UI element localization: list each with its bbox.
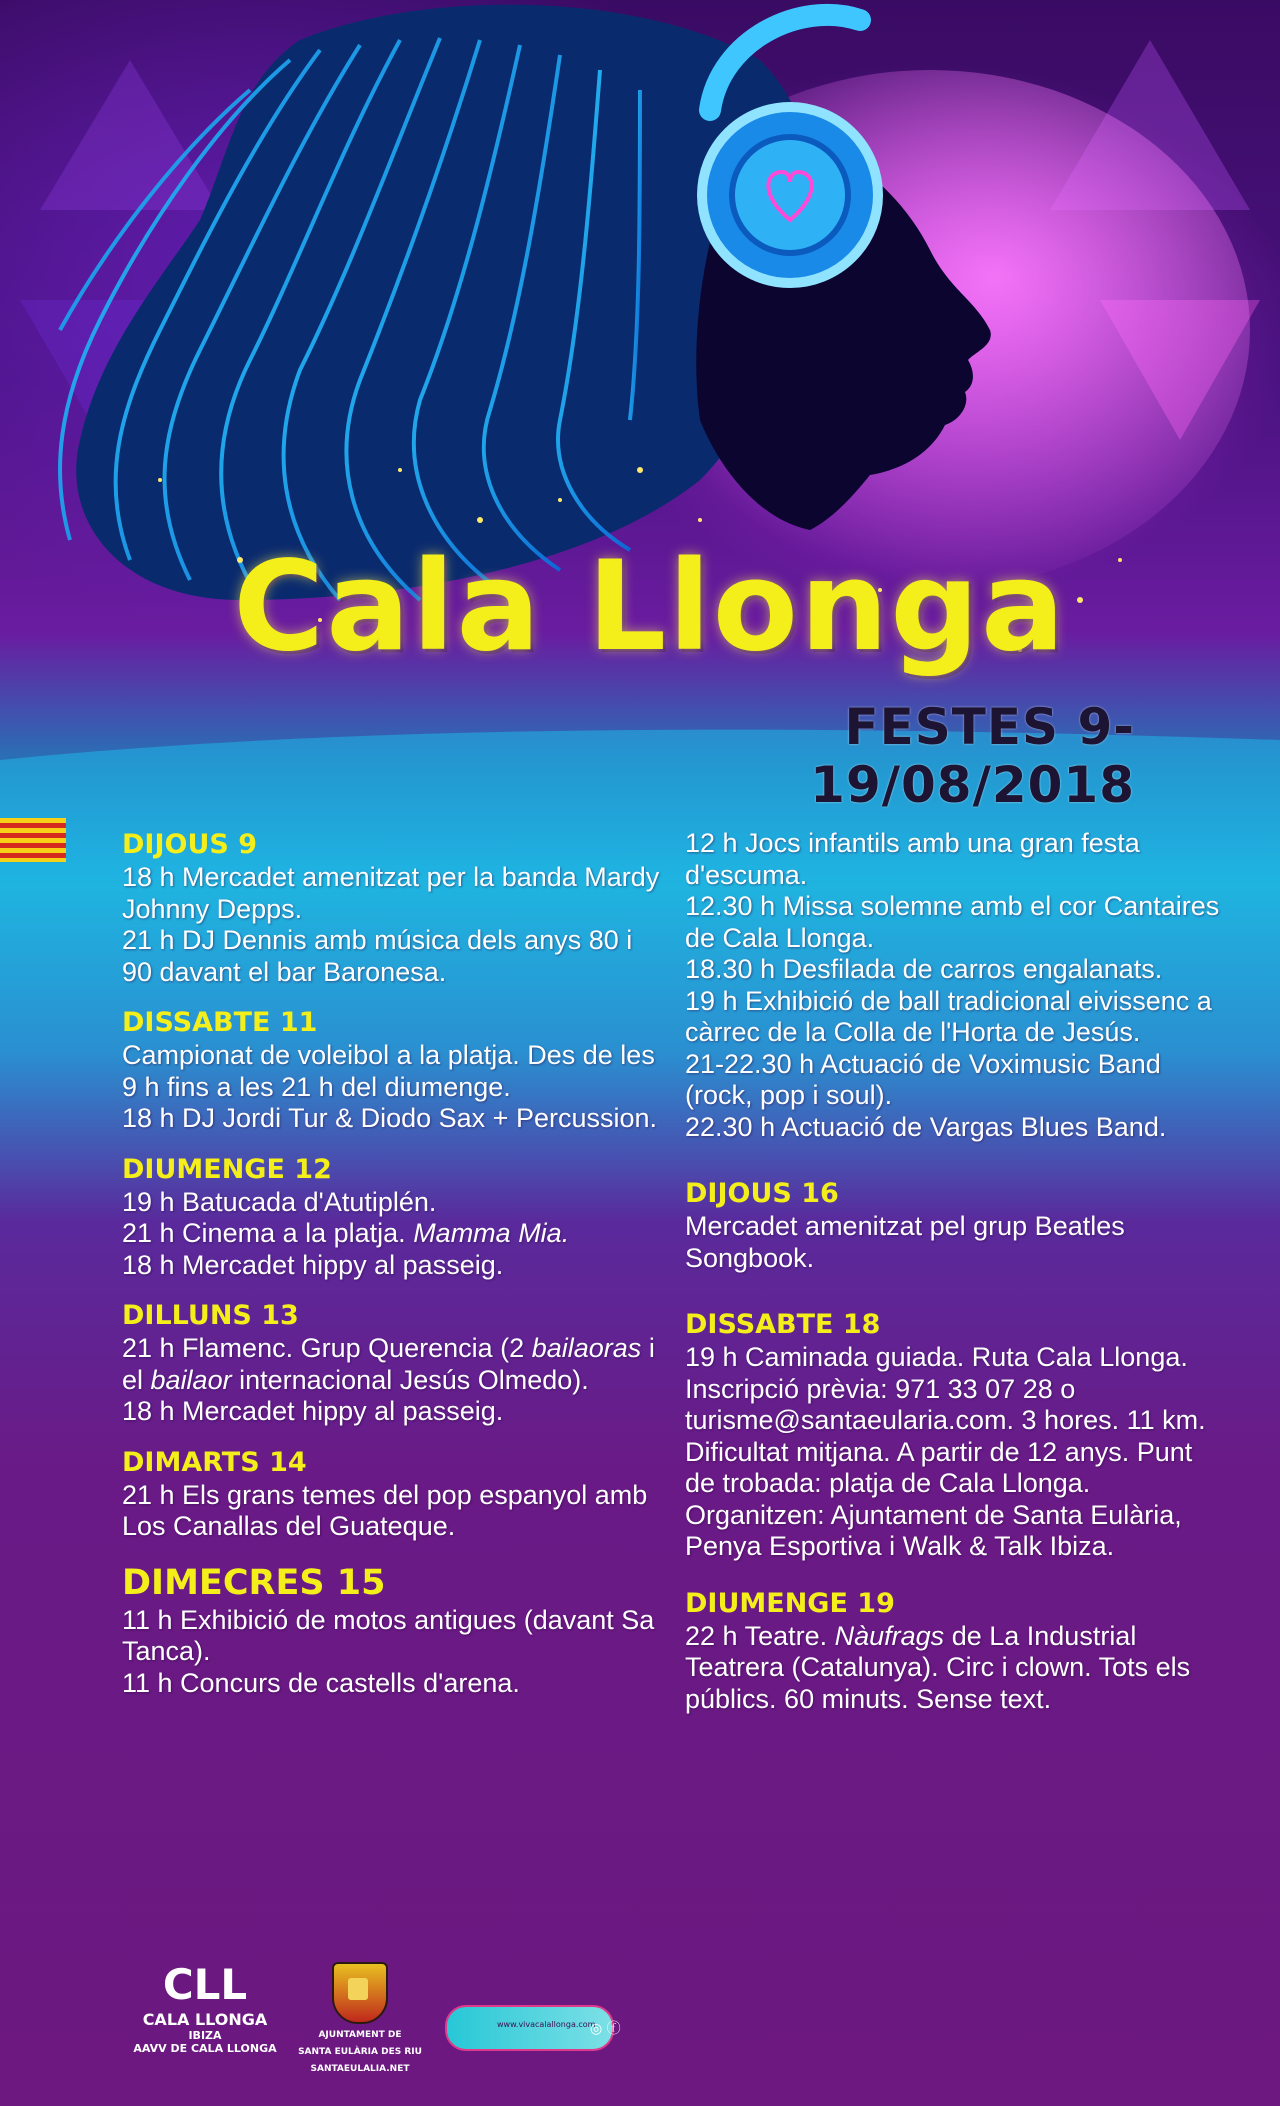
day-block xyxy=(122,1446,662,1543)
event-text: internacional Jesús Olmedo). xyxy=(239,1364,589,1395)
catalan-flag-icon xyxy=(0,818,66,862)
day-block xyxy=(685,828,1225,1143)
social-icons: ◎ ⓕ xyxy=(590,2021,621,2037)
day-heading: DIJOUS 9 xyxy=(122,829,258,860)
cll-association: AAVV DE CALA LLONGA xyxy=(133,2042,277,2055)
event-text: 21 h Flamenc. Grup Querencia (2 xyxy=(122,1333,525,1363)
day-block xyxy=(685,1587,1225,1716)
event-item: 11 h Exhibició de motos antigues (davant Sa Tanca). xyxy=(122,1604,655,1666)
event-item: 18 h Mercadet amenitzat per la banda Mardy Johnny Depps. xyxy=(122,862,660,924)
event-item: 21 h DJ Dennis amb música dels anys 80 i 90 davant el bar Baronesa. xyxy=(122,925,633,987)
day-block xyxy=(122,1299,662,1428)
ajuntament-line1: AJUNTAMENT DE xyxy=(318,2030,402,2040)
day-heading: DISSABTE 11 xyxy=(122,1007,318,1038)
coat-of-arms-icon xyxy=(332,1962,388,2024)
day-heading: DIMARTS 14 xyxy=(122,1446,307,1478)
ajuntament-logo xyxy=(285,1962,435,2075)
film-title: Mamma Mia. xyxy=(413,1218,570,1248)
event-item: 18 h Mercadet hippy al passeig. xyxy=(122,1396,504,1426)
day-block xyxy=(122,1153,662,1282)
cala-llonga-logo xyxy=(130,1960,280,2055)
day-block xyxy=(685,1177,1225,1274)
cll-mark: CLL xyxy=(162,1960,248,2009)
event-item xyxy=(122,1333,662,1396)
event-item: 19 h Caminada guiada. Ruta Cala Llonga. Inscripció prèvia: 971 33 07 28 o turisme@santaeularia.com. 3 hores. 11 km. Dificultat mitjana. A partir de 12 anys. Punt de trobada: platja de Cala Llonga. Organitzen: Ajuntament de Santa Eulària, Penya Esportiva i Walk & Talk Ibiza. xyxy=(685,1342,1206,1561)
day-heading: DIMECRES 15 xyxy=(122,1562,386,1603)
day-block xyxy=(685,1308,1225,1563)
day-heading: DIJOUS 16 xyxy=(685,1178,839,1209)
event-text: 22 h Teatre. xyxy=(685,1620,828,1651)
event-item: 19 h Batucada d'Atutiplén. xyxy=(122,1186,437,1217)
event-item xyxy=(122,1218,662,1250)
cll-name: CALA LLONGA xyxy=(142,2010,268,2029)
day-block xyxy=(122,1006,662,1135)
event-item xyxy=(685,1621,1225,1716)
play-title: Nàufrags xyxy=(834,1620,945,1651)
event-item: 22.30 h Actuació de Vargas Blues Band. xyxy=(685,1111,1167,1142)
viva-cala-llonga-logo xyxy=(445,2005,614,2051)
day-heading: DIUMENGE 12 xyxy=(122,1153,332,1185)
day-block xyxy=(122,828,662,988)
event-item: Campionat de voleibol a la platja. Des de les 9 h fins a les 21 h del diumenge. xyxy=(122,1040,655,1102)
italic-word: bailaoras xyxy=(531,1333,642,1363)
event-item: 21 h Els grans temes del pop espanyol amb Los Canallas del Guateque. xyxy=(122,1479,648,1541)
event-item: 21-22.30 h Actuació de Voximusic Band (rock, pop i soul). xyxy=(685,1048,1161,1110)
day-block xyxy=(122,1561,662,1700)
event-text: 21 h Cinema a la platja. xyxy=(122,1218,406,1248)
italic-word: bailaor xyxy=(150,1364,232,1395)
event-text: i el xyxy=(122,1333,655,1395)
poster-subtitle: FESTES 9-19/08/2018 xyxy=(810,698,1135,814)
event-item: 19 h Exhibició de ball tradicional eivissenc a càrrec de la Colla de l'Horta de Jesús. xyxy=(685,985,1212,1047)
sponsor-logos xyxy=(120,1960,640,2074)
ajuntament-web: SANTAEULALIA.NET xyxy=(310,2064,410,2074)
day-heading: DISSABTE 18 xyxy=(685,1309,881,1340)
event-item: 12 h Jocs infantils amb una gran festa d'escuma. xyxy=(685,828,1140,890)
cll-place: IBIZA xyxy=(188,2029,222,2042)
event-text: de La Industrial Teatrera (Catalunya). Circ i clown. Tots els públics. 60 minuts. Sense text. xyxy=(685,1620,1191,1714)
day-heading: DILLUNS 13 xyxy=(122,1300,299,1331)
event-item: 11 h Concurs de castells d'arena. xyxy=(122,1667,520,1698)
ajuntament-line2: SANTA EULÀRIA DES RIU xyxy=(298,2047,422,2057)
schedule-left-column xyxy=(122,828,662,1717)
schedule-right-column xyxy=(685,828,1225,1733)
event-item: Mercadet amenitzat pel grup Beatles Songbook. xyxy=(685,1211,1125,1273)
event-item: 18 h DJ Jordi Tur & Diodo Sax + Percussion. xyxy=(122,1103,658,1133)
event-item: 18.30 h Desfilada de carros engalanats. xyxy=(685,954,1163,984)
event-item: 12.30 h Missa solemne amb el cor Cantaires de Cala Llonga. xyxy=(685,891,1220,953)
poster-title: Cala Llonga xyxy=(233,535,1067,679)
day-heading: DIUMENGE 19 xyxy=(685,1587,895,1619)
viva-url: www.vivacalallonga.com xyxy=(497,2020,596,2029)
event-item: 18 h Mercadet hippy al passeig. xyxy=(122,1249,504,1280)
